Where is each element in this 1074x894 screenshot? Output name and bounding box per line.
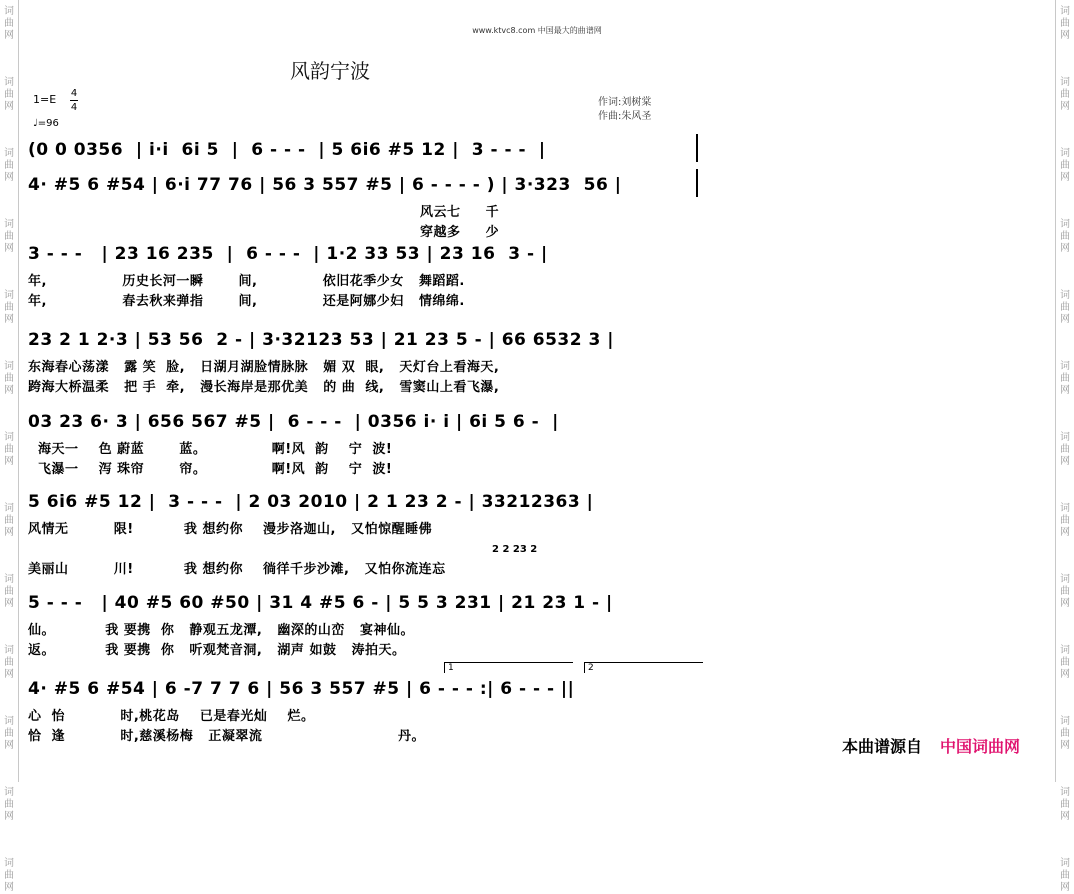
notes-line: 4· #5 6 #54 | 6 -7 7 7 6 | 56 3 557 #5 | 6 - - - :| 6 - - - || xyxy=(28,679,575,699)
source-brand[interactable]: 中国词曲网 xyxy=(940,737,1021,756)
lyric-line-1: 风云七 千 xyxy=(28,205,500,220)
watermark-group: 词 曲 网 xyxy=(4,645,14,680)
key-signature: 1=E xyxy=(33,93,57,106)
notes-line: 4· #5 6 #54 | 6·i 77 76 | 56 3 557 #5 | 6 - - - - ) | 3·323 56 | xyxy=(28,175,622,195)
source-text: 本曲谱源自 xyxy=(842,737,923,756)
volta-2: 2 xyxy=(584,662,703,673)
watermark-group: 词 曲 网 xyxy=(4,432,14,467)
lyric-line-2: 恰 逢 时,慈溪杨梅 正凝翠流 丹。 xyxy=(28,729,426,744)
watermark-group: 词 曲 网 xyxy=(4,361,14,396)
tempo-marking: ♩=96 xyxy=(33,118,59,129)
lyric-line-2: 跨海大桥温柔 把 手 牵, 漫长海岸是那优美 的 曲 线, 雪窦山上看飞瀑, xyxy=(28,380,500,395)
left-watermark-column xyxy=(0,0,19,893)
watermark-group: 词 曲 网 xyxy=(4,858,14,893)
right-watermark-column xyxy=(1055,0,1074,893)
lyric-line-2: 美丽山 川! 我 想约你 徜徉千步沙滩, 又怕你流连忘 xyxy=(28,562,446,577)
lyric-line-1: 风情无 限! 我 想约你 漫步洛迦山, 又怕惊醒睡佛 xyxy=(28,522,433,537)
watermark-group: 词 曲 网 xyxy=(4,503,14,538)
watermark-group: 词 曲 网 xyxy=(1060,219,1070,254)
lyric-line-1: 海天一 色 蔚蓝 蓝。 啊!风 韵 宁 波! xyxy=(28,442,393,457)
lyric-line-2: 飞瀑一 泻 珠帘 帘。 啊!风 韵 宁 波! xyxy=(28,462,393,477)
lyric-line-1: 东海春心荡漾 露 笑 脸, 日湖月湖脸情脉脉 媚 双 眼, 天灯台上看海天, xyxy=(28,360,500,375)
watermark-group: 词 曲 网 xyxy=(1060,858,1070,893)
watermark-group: 词 曲 网 xyxy=(4,77,14,112)
time-signature xyxy=(70,88,78,113)
notes-line: 03 23 6· 3 | 656 567 #5 | 6 - - - | 0356 i· i | 6i 5 6 - | xyxy=(28,412,559,432)
watermark-group: 词 曲 网 xyxy=(1060,503,1070,538)
watermark-group: 词 曲 网 xyxy=(4,787,14,822)
time-signature-top: 4 xyxy=(70,88,78,99)
notes-line: 23 2 1 2·3 | 53 56 2 - | 3·32123 53 | 21 23 5 - | 66 6532 3 | xyxy=(28,330,614,350)
watermark-group: 词 曲 网 xyxy=(1060,361,1070,396)
lyric-line-1: 心 怡 时,桃花岛 已是春光灿 烂。 xyxy=(28,709,315,724)
watermark-group: 词 曲 网 xyxy=(4,148,14,183)
song-title: 风韵宁波 xyxy=(290,59,370,83)
lyric-line-1: 年, 历史长河一瞬 间, 依旧花季少女 舞蹈蹈. xyxy=(28,274,465,289)
time-signature-bottom: 4 xyxy=(70,102,78,113)
watermark-group: 词 曲 网 xyxy=(1060,6,1070,41)
site-url-line: www.ktvc8.com 中国最大的曲谱网 xyxy=(472,26,602,35)
volta-1: 1 xyxy=(444,662,573,673)
watermark-group: 词 曲 网 xyxy=(1060,290,1070,325)
watermark-group: 词 曲 网 xyxy=(1060,787,1070,822)
notes-line: (0 0 0356 | i·i 6i 5 | 6 - - - | 5 6i6 #5 12 | 3 - - - | xyxy=(28,140,546,160)
lyric-line-2: 返。 我 要携 你 听观梵音洞, 湖声 如鼓 涛拍天。 xyxy=(28,643,406,658)
notes-line: 5 - - - | 40 #5 60 #50 | 31 4 #5 6 - | 5 5 3 231 | 21 23 1 - | xyxy=(28,593,613,613)
watermark-group: 词 曲 网 xyxy=(4,219,14,254)
composer: 作曲:朱风圣 xyxy=(598,111,652,122)
lyric-line-1: 仙。 我 要携 你 静观五龙潭, 幽深的山峦 宴神仙。 xyxy=(28,623,415,638)
watermark-group: 词 曲 网 xyxy=(4,574,14,609)
chord-hint: 2 2 23 2 xyxy=(492,544,538,555)
watermark-group: 词 曲 网 xyxy=(1060,574,1070,609)
source-credit xyxy=(842,734,1020,757)
lyric-line-2: 年, 春去秋来弹指 间, 还是阿娜少妇 情绵绵. xyxy=(28,294,465,309)
credits xyxy=(598,96,651,124)
watermark-group: 词 曲 网 xyxy=(4,290,14,325)
watermark-group: 词 曲 网 xyxy=(4,716,14,751)
lyricist: 作词:刘树棠 xyxy=(598,97,652,108)
watermark-group: 词 曲 网 xyxy=(1060,432,1070,467)
watermark-group: 词 曲 网 xyxy=(4,6,14,41)
lyric-line-2: 穿越多 少 xyxy=(28,225,500,240)
watermark-group: 词 曲 网 xyxy=(1060,716,1070,751)
watermark-group: 词 曲 网 xyxy=(1060,77,1070,112)
notes-line: 3 - - - | 23 16 235 | 6 - - - | 1·2 33 53 | 23 16 3 - | xyxy=(28,244,548,264)
notes-line: 5 6i6 #5 12 | 3 - - - | 2 03 2010 | 2 1 23 2 - | 33212363 | xyxy=(28,492,594,512)
watermark-group: 词 曲 网 xyxy=(1060,148,1070,183)
watermark-group: 词 曲 网 xyxy=(1060,645,1070,680)
